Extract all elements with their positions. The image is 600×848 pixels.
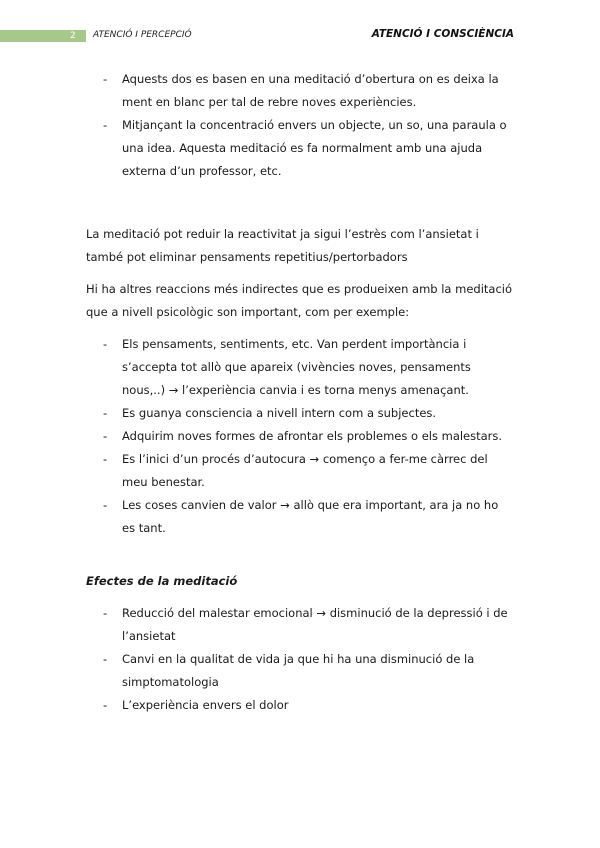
list-item (86, 114, 514, 183)
dash-marker: - (103, 118, 108, 132)
list-item (86, 648, 514, 694)
dash-marker: - (103, 72, 108, 86)
dash-marker: - (103, 337, 108, 351)
list-item-text: Els pensaments, sentiments, etc. Van perdent importància i s’accepta tot allò que apareix (vivències noves, pensaments nous,..) → l’experiència canvia i es torna menys amenaçant. (122, 337, 471, 397)
list-item (86, 425, 514, 448)
paragraph-indirect-reactions: Hi ha altres reaccions més indirectes que es produeixen amb la meditació que a nivell psicològic son important, com per exemple: (86, 282, 513, 319)
list-item (86, 494, 514, 540)
header-left-title: ATENCIÓ I PERCEPCIÓ (93, 30, 192, 40)
page-header (0, 27, 600, 45)
list-item (86, 402, 514, 425)
section-title-effects: Efectes de la meditació (86, 574, 238, 588)
list-item-text: L’experiència envers el dolor (122, 698, 289, 712)
list-item-text: Canvi en la qualitat de vida ja que hi ha una disminució de la simptomatologia (122, 652, 475, 689)
list-item (86, 333, 514, 402)
list-item-text: Es l’inici d’un procés d’autocura → començo a fer-me càrrec del meu benestar. (122, 452, 488, 489)
list-item (86, 602, 514, 648)
dash-marker: - (103, 498, 108, 512)
paragraph-reactivity: La meditació pot reduir la reactivitat ja sigui l’estrès com l’ansietat i també pot eliminar pensaments repetitius/pertorbadors (86, 227, 479, 264)
page-number: 2 (70, 31, 76, 41)
dash-marker: - (103, 652, 108, 666)
document-body (86, 68, 514, 717)
dash-marker: - (103, 452, 108, 466)
list-item-text: Mitjançant la concentració envers un objecte, un so, una paraula o una idea. Aquesta meditació es fa normalment amb una ajuda externa d’un professor, etc. (122, 118, 507, 178)
bullet-list-meditation-types (86, 68, 514, 183)
list-item (86, 694, 514, 717)
header-right-title: ATENCIÓ I CONSCIÈNCIA (371, 28, 514, 40)
dash-marker: - (103, 406, 108, 420)
bullet-list-effects (86, 602, 514, 717)
bullet-list-reactions (86, 333, 514, 540)
dash-marker: - (103, 429, 108, 443)
list-item-text: Adquirim noves formes de afrontar els problemes o els malestars. (122, 429, 503, 443)
list-item (86, 448, 514, 494)
list-item (86, 68, 514, 114)
dash-marker: - (103, 698, 108, 712)
list-item-text: Les coses canvien de valor → allò que era important, ara ja no ho es tant. (122, 498, 499, 535)
list-item-text: Aquests dos es basen en una meditació d’obertura on es deixa la ment en blanc per tal de rebre noves experiències. (122, 72, 499, 109)
list-item-text: Es guanya consciencia a nivell intern com a subjectes. (122, 406, 437, 420)
list-item-text: Reducció del malestar emocional → disminució de la depressió i de l’ansietat (122, 606, 508, 643)
dash-marker: - (103, 606, 108, 620)
